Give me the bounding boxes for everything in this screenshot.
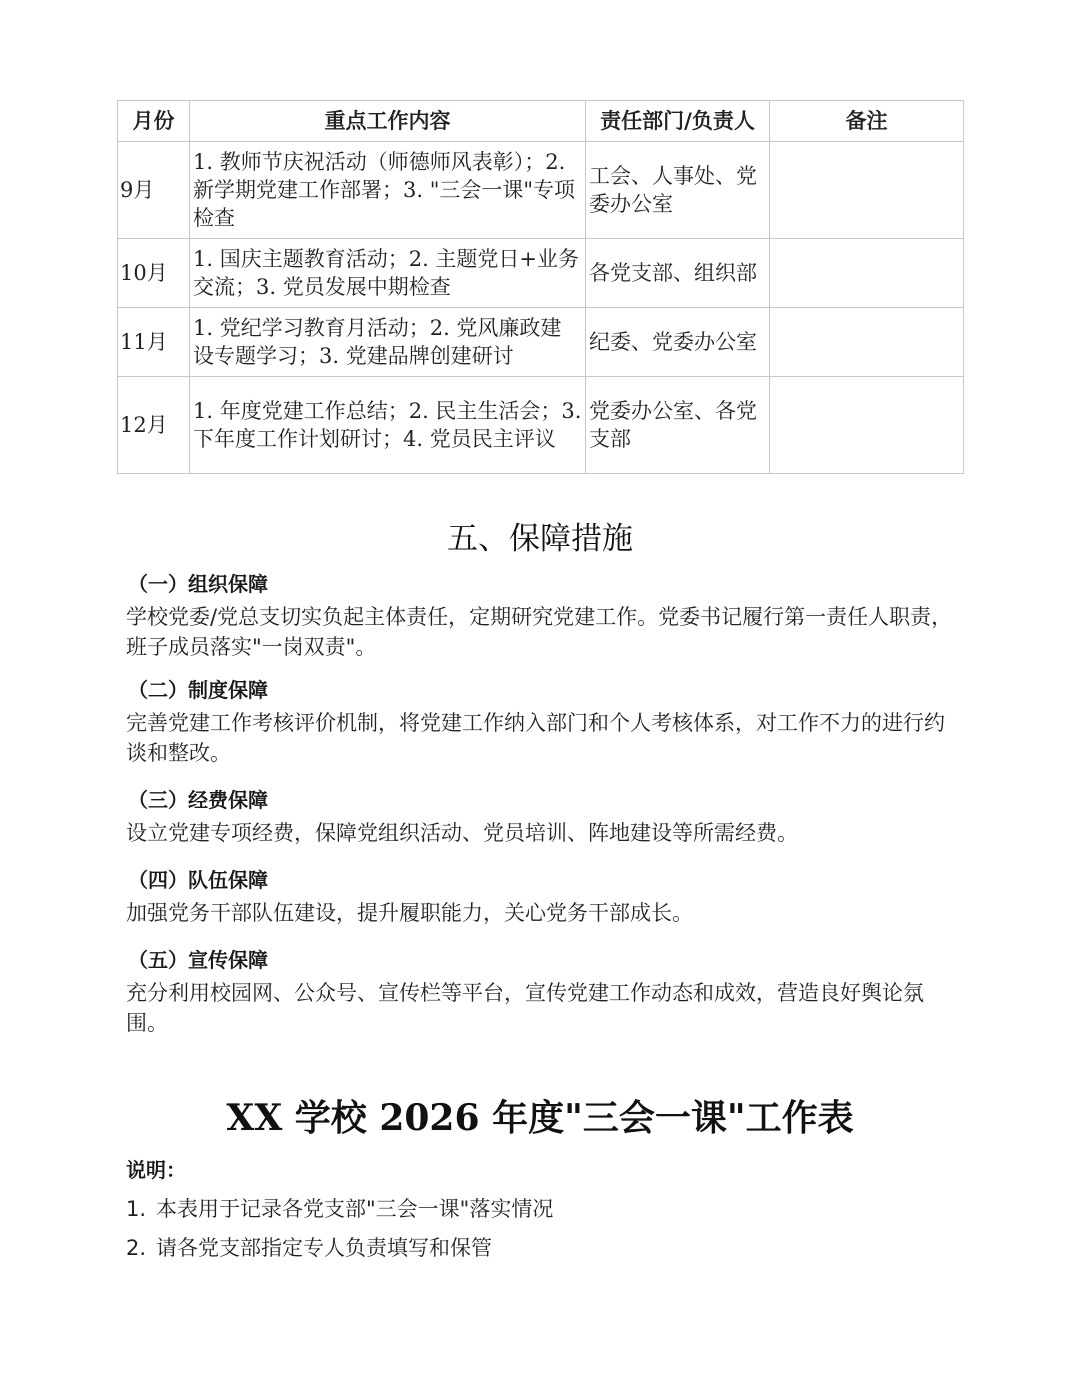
table-row bbox=[118, 308, 964, 377]
measure-funding bbox=[126, 782, 962, 862]
note-list bbox=[126, 1194, 962, 1272]
month-cell: 12月 bbox=[118, 377, 190, 474]
dept-cell: 工会、人事处、党委办公室 bbox=[586, 142, 770, 239]
measure-heading: （四）队伍保障 bbox=[128, 868, 268, 892]
measure-text: 学校党委/党总支切实负起主体责任，定期研究党建工作。党委书记履行第一责任人职责，班子成员落实"一岗双责"。 bbox=[126, 605, 953, 659]
content-cell: 1. 党纪学习教育月活动；2. 党风廉政建设专题学习；3. 党建品牌创建研讨 bbox=[190, 308, 586, 377]
header-content: 重点工作内容 bbox=[190, 101, 586, 142]
dept-cell: 党委办公室、各党支部 bbox=[586, 377, 770, 474]
measure-team bbox=[126, 862, 962, 942]
list-number: 2. bbox=[126, 1236, 147, 1260]
list-text: 请各党支部指定专人负责填写和保管 bbox=[156, 1236, 492, 1260]
safeguard-measures bbox=[126, 566, 962, 1046]
measure-organization bbox=[126, 566, 962, 672]
table-row bbox=[118, 239, 964, 308]
measure-publicity bbox=[126, 942, 962, 1038]
measure-text: 设立党建专项经费，保障党组织活动、党员培训、阵地建设等所需经费。 bbox=[126, 821, 798, 845]
monthly-schedule-table bbox=[117, 100, 964, 474]
header-dept: 责任部门/负责人 bbox=[586, 101, 770, 142]
header-month: 月份 bbox=[118, 101, 190, 142]
list-number: 1. bbox=[126, 1197, 147, 1221]
content-cell: 1. 年度党建工作总结；2. 民主生活会；3. 下年度工作计划研讨；4. 党员民主评议 bbox=[190, 377, 586, 474]
list-item bbox=[126, 1233, 962, 1263]
list-item bbox=[126, 1194, 962, 1224]
note-cell bbox=[770, 308, 964, 377]
measure-heading: （三）经费保障 bbox=[128, 788, 268, 812]
measure-text: 充分利用校园网、公众号、宣传栏等平台，宣传党建工作动态和成效，营造良好舆论氛围。 bbox=[126, 981, 924, 1035]
table-row bbox=[118, 142, 964, 239]
measure-heading: （五）宣传保障 bbox=[128, 948, 268, 972]
month-cell: 10月 bbox=[118, 239, 190, 308]
month-cell: 11月 bbox=[118, 308, 190, 377]
table-row bbox=[118, 377, 964, 474]
note-cell bbox=[770, 239, 964, 308]
dept-cell: 纪委、党委办公室 bbox=[586, 308, 770, 377]
section-five-title: 五、保障措施 bbox=[447, 521, 633, 557]
note-cell bbox=[770, 377, 964, 474]
content-cell: 1. 教师节庆祝活动（师德师风表彰）；2. 新学期党建工作部署；3. "三会一课"专项检查 bbox=[190, 142, 586, 239]
month-cell: 9月 bbox=[118, 142, 190, 239]
work-table-title: XX 学校 2026 年度"三会一课"工作表 bbox=[226, 1097, 854, 1139]
table-header-row bbox=[118, 101, 964, 142]
header-note: 备注 bbox=[770, 101, 964, 142]
measure-heading: （二）制度保障 bbox=[128, 678, 268, 702]
measure-system bbox=[126, 672, 962, 782]
note-cell bbox=[770, 142, 964, 239]
list-text: 本表用于记录各党支部"三会一课"落实情况 bbox=[156, 1197, 554, 1221]
dept-cell: 各党支部、组织部 bbox=[586, 239, 770, 308]
content-cell: 1. 国庆主题教育活动；2. 主题党日+业务交流；3. 党员发展中期检查 bbox=[190, 239, 586, 308]
measure-text: 完善党建工作考核评价机制，将党建工作纳入部门和个人考核体系，对工作不力的进行约谈和整改。 bbox=[126, 711, 945, 765]
measure-text: 加强党务干部队伍建设，提升履职能力，关心党务干部成长。 bbox=[126, 901, 693, 925]
note-label: 说明： bbox=[126, 1158, 186, 1182]
measure-heading: （一）组织保障 bbox=[128, 572, 268, 596]
